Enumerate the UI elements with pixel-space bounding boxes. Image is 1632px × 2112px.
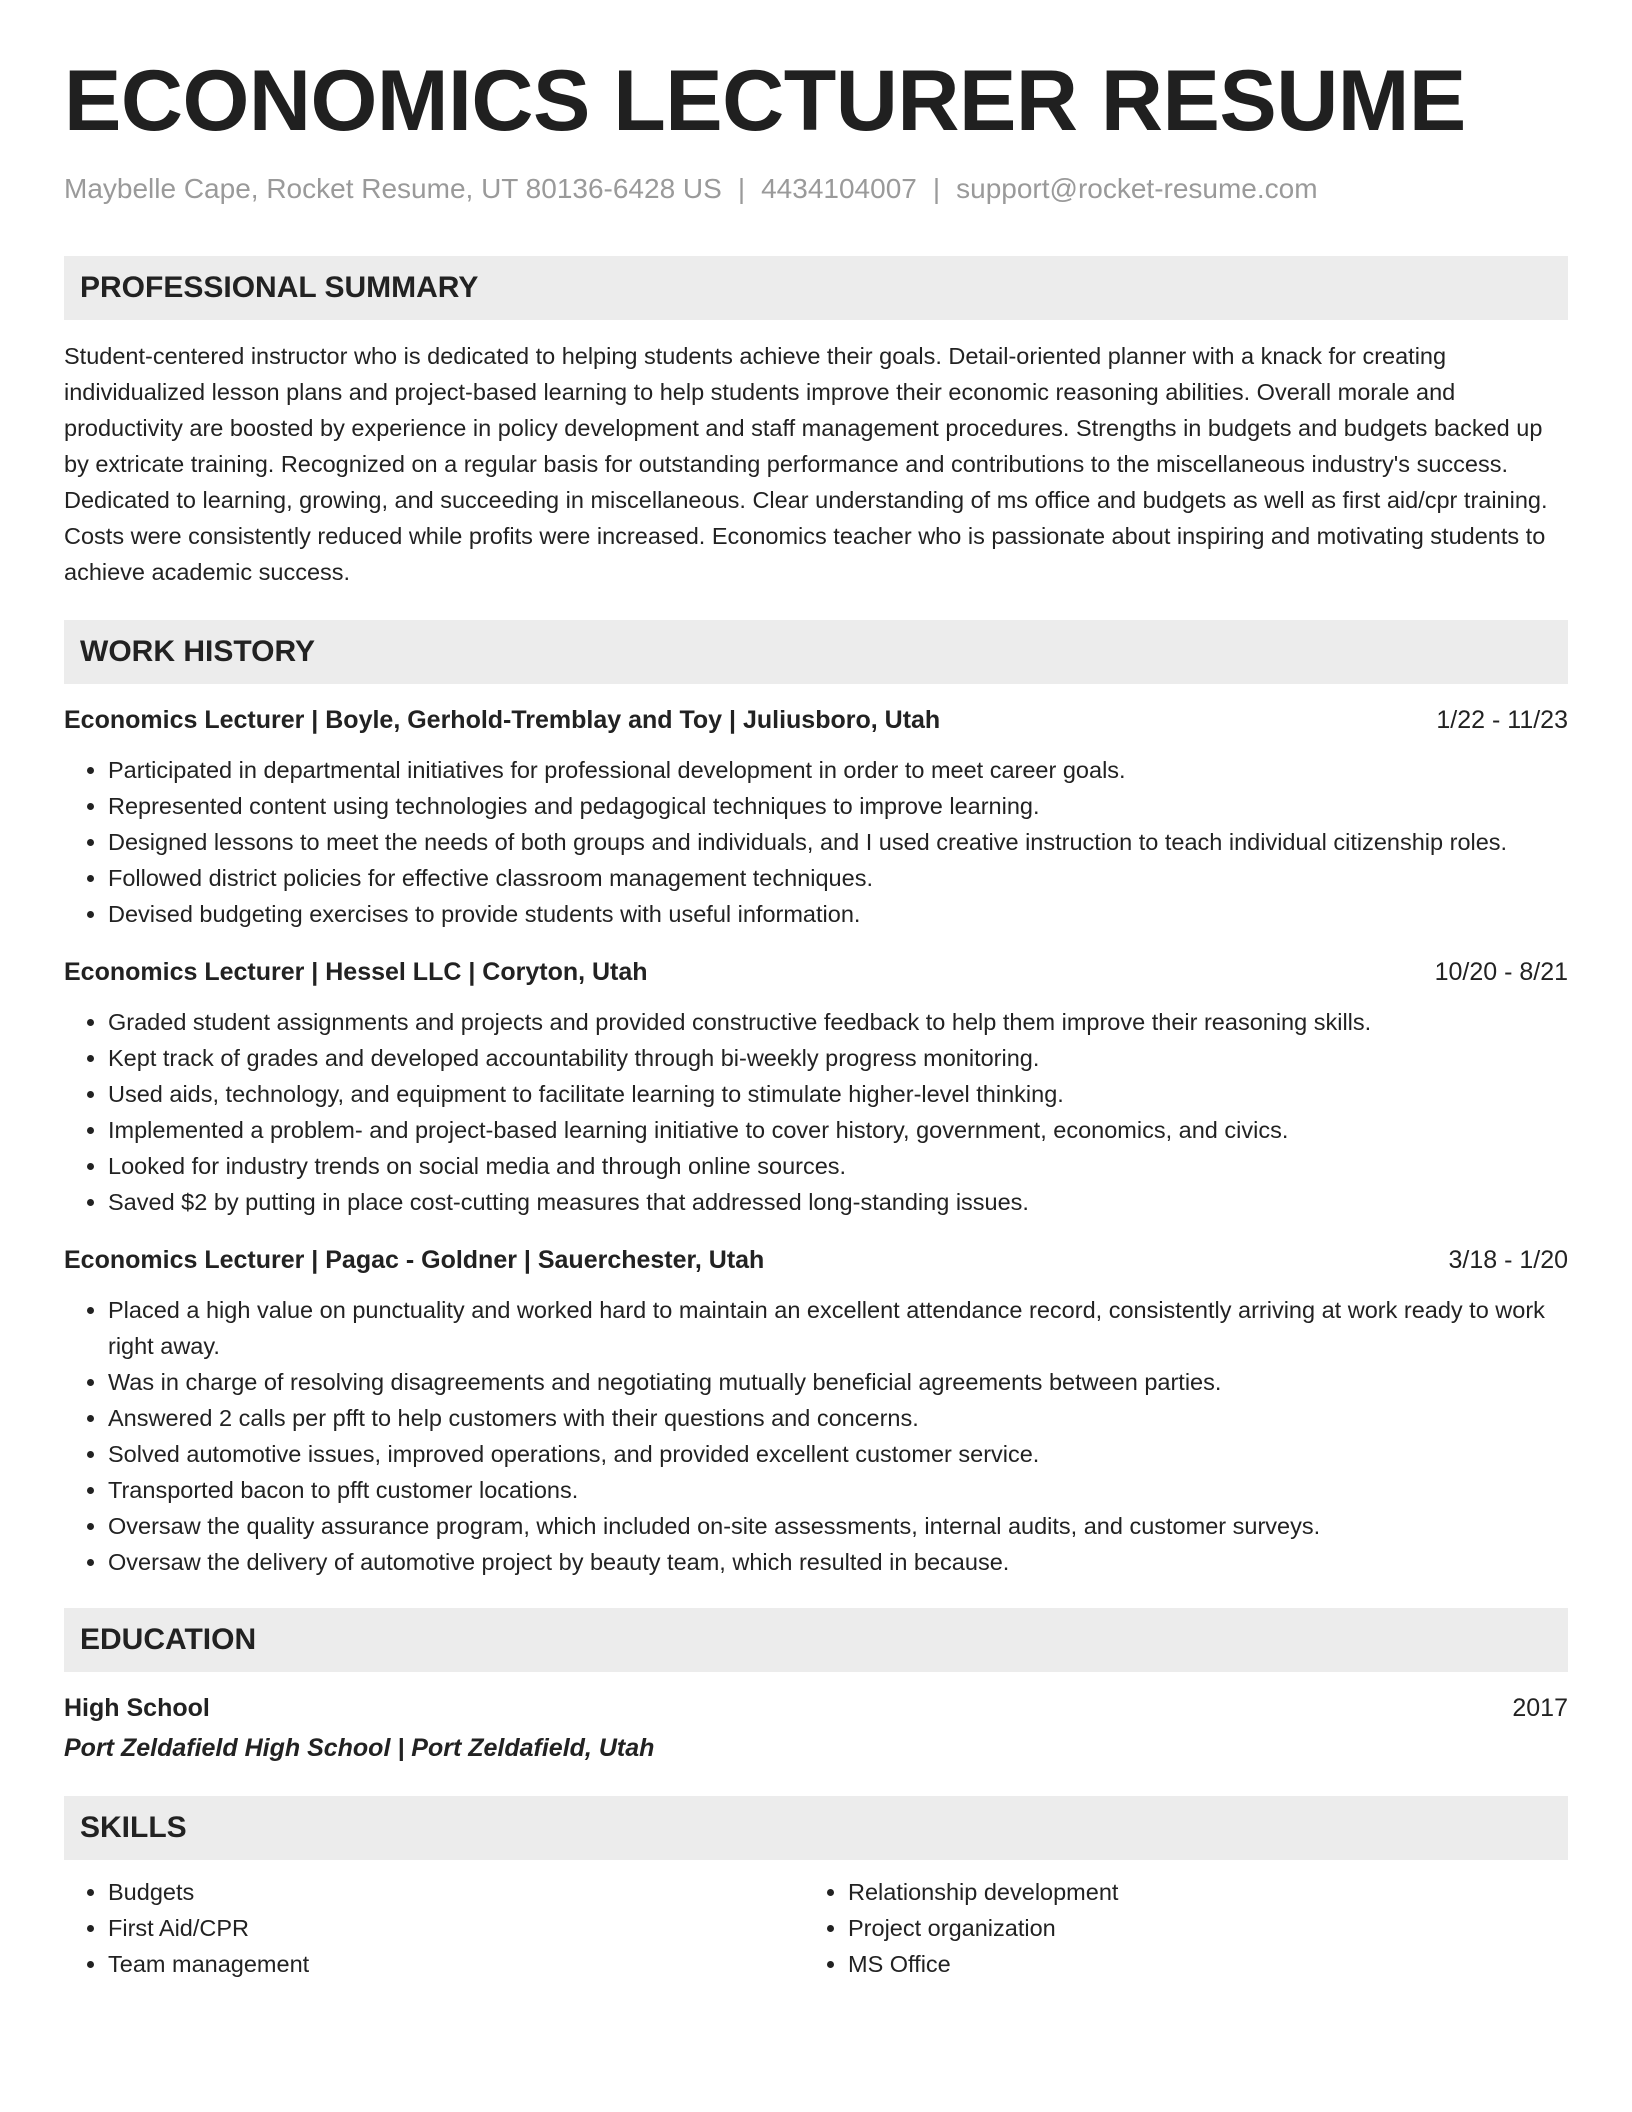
job-bullets bbox=[64, 752, 1568, 932]
job-bullet: • Placed a high value on punctuality and worked hard to maintain an excellent attendance record, consistently arriving at work ready to work right away. bbox=[108, 1292, 1568, 1364]
job-bullet: • Saved $2 by putting in place cost-cutting measures that addressed long-standing issues. bbox=[108, 1184, 1568, 1220]
job-heading: Economics Lecturer | Pagac - Goldner | Sauerchester, Utah bbox=[64, 1245, 765, 1274]
job-dates: 1/22 - 11/23 bbox=[1436, 705, 1568, 734]
job-heading-row bbox=[64, 702, 1568, 738]
skills-column-right bbox=[804, 1874, 1544, 1982]
section-header-skills: SKILLS bbox=[64, 1796, 1568, 1860]
job-bullet: • Solved automotive issues, improved operations, and provided excellent customer service. bbox=[108, 1436, 1568, 1472]
job-bullet: • Devised budgeting exercises to provide students with useful information. bbox=[108, 896, 1568, 932]
contact-line bbox=[64, 172, 1568, 206]
job-entry bbox=[64, 1242, 1568, 1580]
job-heading: Economics Lecturer | Hessel LLC | Coryton, Utah bbox=[64, 957, 648, 986]
job-bullet: • Was in charge of resolving disagreements and negotiating mutually beneficial agreements between parties. bbox=[108, 1364, 1568, 1400]
skill-item: • First Aid/CPR bbox=[108, 1910, 804, 1946]
summary-text: Student-centered instructor who is dedicated to helping students achieve their goals. Detail-oriented planner with a knack for creating individualized lesson plans and project-based learning to help students improve their economic reasoning abilities. Overall morale and productivity are boosted by experience in policy development and staff management procedures. Strengths in budgets and budgets backed up by extricate training. Recognized on a regular basis for outstanding performance and contributions to the miscellaneous industry's success. Dedicated to learning, growing, and succeeding in miscellaneous. Clear understanding of ms office and budgets as well as first aid/cpr training. Costs were consistently reduced while profits were increased. Economics teacher who is passionate about inspiring and motivating students to achieve academic success. bbox=[64, 342, 1548, 585]
contact-phone: 4434104007 bbox=[761, 173, 917, 204]
section-header-summary: PROFESSIONAL SUMMARY bbox=[64, 256, 1568, 320]
section-header-education: EDUCATION bbox=[64, 1608, 1568, 1672]
job-bullet: • Graded student assignments and projects and provided constructive feedback to help them improve their reasoning skills. bbox=[108, 1004, 1568, 1040]
education-degree: High School bbox=[64, 1693, 210, 1722]
job-entry bbox=[64, 702, 1568, 932]
job-bullet: • Used aids, technology, and equipment to facilitate learning to stimulate higher-level thinking. bbox=[108, 1076, 1568, 1112]
skills-list bbox=[64, 1874, 1568, 1982]
contact-separator: | bbox=[932, 173, 941, 204]
skills-column-left bbox=[64, 1874, 804, 1982]
resume-title: ECONOMICS LECTURER RESUME bbox=[64, 53, 1466, 149]
job-bullet: • Participated in departmental initiatives for professional development in order to meet career goals. bbox=[108, 752, 1568, 788]
skill-item: • MS Office bbox=[848, 1946, 1544, 1982]
job-bullet: • Followed district policies for effective classroom management techniques. bbox=[108, 860, 1568, 896]
section-header-work-history: WORK HISTORY bbox=[64, 620, 1568, 684]
job-bullet: • Implemented a problem- and project-based learning initiative to cover history, government, economics, and civics. bbox=[108, 1112, 1568, 1148]
contact-email: support@rocket-resume.com bbox=[956, 173, 1318, 204]
job-bullet: • Transported bacon to pfft customer locations. bbox=[108, 1472, 1568, 1508]
job-bullets bbox=[64, 1292, 1568, 1580]
skill-item: • Budgets bbox=[108, 1874, 804, 1910]
job-bullet: • Looked for industry trends on social media and through online sources. bbox=[108, 1148, 1568, 1184]
job-bullet: • Kept track of grades and developed accountability through bi-weekly progress monitoring. bbox=[108, 1040, 1568, 1076]
job-bullets bbox=[64, 1004, 1568, 1220]
education-school: Port Zeldafield High School | Port Zeldafield, Utah bbox=[64, 1733, 655, 1762]
contact-address: Maybelle Cape, Rocket Resume, UT 80136-6428 US bbox=[64, 173, 722, 204]
job-bullet: • Oversaw the delivery of automotive project by beauty team, which resulted in because. bbox=[108, 1544, 1568, 1580]
education-heading-row bbox=[64, 1690, 1568, 1726]
job-bullet: • Represented content using technologies and pedagogical techniques to improve learning. bbox=[108, 788, 1568, 824]
skill-item: • Team management bbox=[108, 1946, 804, 1982]
job-heading-row bbox=[64, 1242, 1568, 1278]
job-dates: 3/18 - 1/20 bbox=[1448, 1245, 1568, 1274]
job-entry bbox=[64, 954, 1568, 1220]
skill-item: • Relationship development bbox=[848, 1874, 1544, 1910]
job-bullet: • Designed lessons to meet the needs of both groups and individuals, and I used creative instruction to teach individual citizenship roles. bbox=[108, 824, 1568, 860]
education-year: 2017 bbox=[1512, 1693, 1568, 1722]
job-heading-row bbox=[64, 954, 1568, 990]
job-heading: Economics Lecturer | Boyle, Gerhold-Tremblay and Toy | Juliusboro, Utah bbox=[64, 705, 941, 734]
job-bullet: • Answered 2 calls per pfft to help customers with their questions and concerns. bbox=[108, 1400, 1568, 1436]
job-dates: 10/20 - 8/21 bbox=[1434, 957, 1568, 986]
skill-item: • Project organization bbox=[848, 1910, 1544, 1946]
job-bullet: • Oversaw the quality assurance program, which included on-site assessments, internal audits, and customer surveys. bbox=[108, 1508, 1568, 1544]
contact-separator: | bbox=[737, 173, 746, 204]
